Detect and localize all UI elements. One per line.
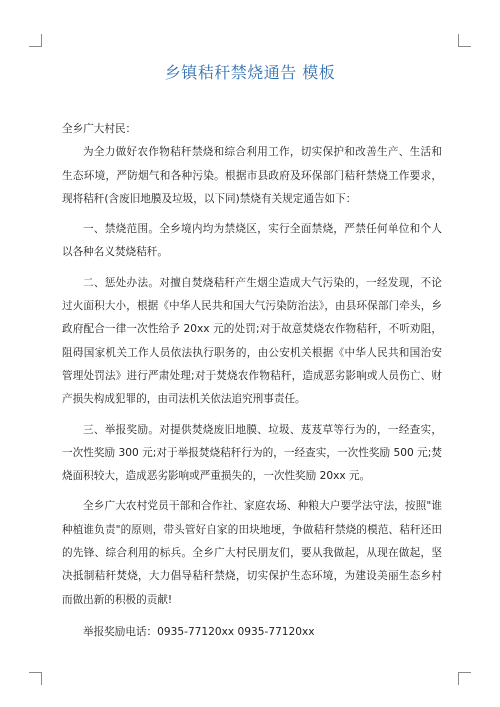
intro-paragraph: 为全力做好农作物秸秆禁烧和综合利用工作，切实保护和改善生产、生活和生态环境，严防烟气和各种污染。根据市县政府及环保部门秸秆禁烧工作要求，现将秸秆(含废旧地膜及垃圾，以下同)禁烧有关规定通告如下： (62, 146, 442, 205)
section-rewards: 三、举报奖励。对提供焚烧废旧地膜、垃圾、芨芨草等行为的，一经查实，一次性奖励 300 元;对于举报焚烧秸秆行为的，一经查实，一次性奖励 500 元;焚烧面积较大，造成恶劣影响或严重损失的，一次性奖励 20xx 元。 (62, 423, 442, 483)
document-title: 乡镇秸秆禁烧通告 模板 (164, 63, 336, 82)
document-body (62, 118, 442, 644)
salutation: 全乡广大村民： (62, 123, 137, 135)
crop-mark-bottom-left (29, 672, 42, 685)
closing-appeal: 全乡广大农村党员干部和合作社、家庭农场、种粮大户要学法守法，按照"谁种植谁负责"的原则，带头管好自家的田块地埂，争做秸秆禁烧的模范、秸秆还田的先锋、综合利用的标兵。全乡广大村民朋友们，要从我做起，从现在做起，坚决抵制秸秆焚烧，大力倡导秸秆禁烧，切实保护生态环境，为建设美丽生态乡村而做出新的积极的贡献! (62, 500, 442, 606)
crop-mark-top-left (29, 34, 42, 47)
section-ban-scope: 一、禁烧范围。全乡境内均为禁烧区，实行全面禁烧，严禁任何单位和个人以各种名义焚烧秸秆。 (62, 223, 442, 259)
section-penalties: 二、惩处办法。对擅自焚烧秸秆产生烟尘造成大气污染的，一经发现，不论过火面积大小，根据《中华人民共和国大气污染防治法》，由县环保部门牵头，乡政府配合一律一次性给予 20xx 元的处罚;对于故意焚烧农作物秸秆，不听劝阻，阻碍国家机关工作人员依法执行职务的，由公安机关根据《中华人民共和国治安管理处罚法》进行严肃处理;对于焚烧农作物秸秆，造成恶劣影响或人员伤亡、财产损失构成犯罪的，由司法机关依法追究刑事责任。 (62, 276, 442, 406)
report-hotline: 举报奖励电话：0935-77120xx 0935-77120xx (83, 625, 315, 638)
crop-mark-top-right (458, 34, 471, 47)
crop-mark-bottom-right (458, 672, 471, 685)
